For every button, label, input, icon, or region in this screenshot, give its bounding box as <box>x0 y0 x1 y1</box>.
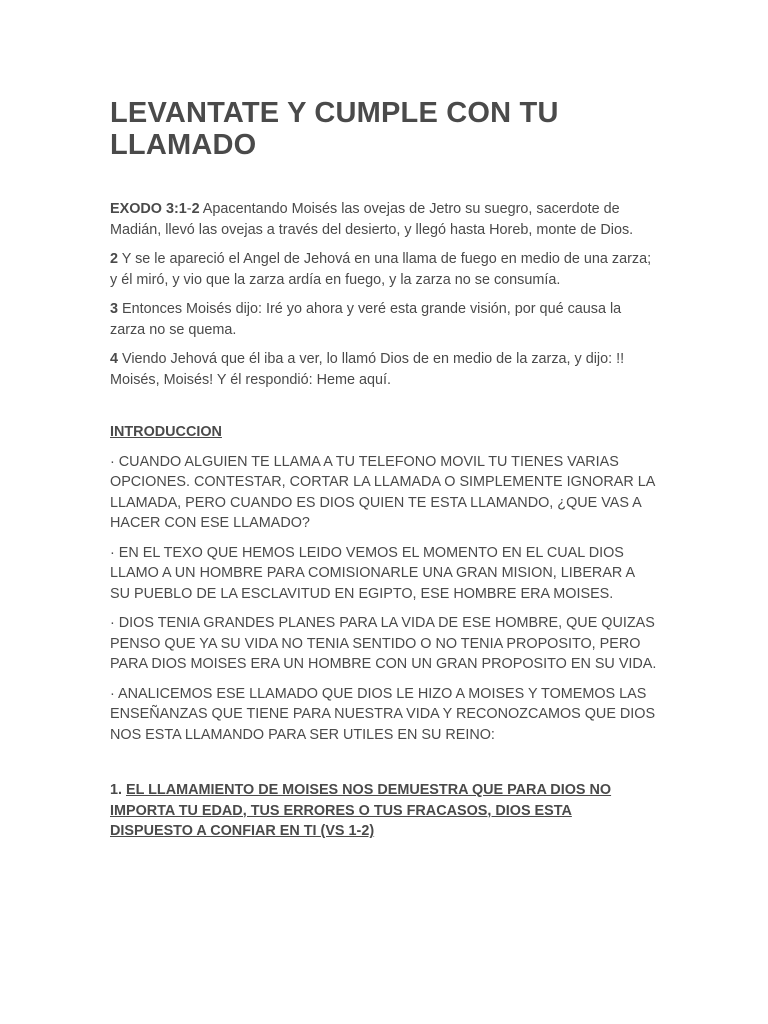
intro-paragraph-1: · CUANDO ALGUIEN TE LLAMA A TU TELEFONO MOVIL TU TIENES VARIAS OPCIONES. CONTESTAR, CORTAR LA LLAMADA O SIMPLEMENTE IGNORAR LA LLAMADA, PERO CUANDO ES DIOS QUIEN TE ESTA LLAMANDO, ¿QUE VAS A HACER CON ESE LLAMADO? <box>110 453 655 531</box>
verse-1-text: Apacentando Moisés las ovejas de Jetro su suegro, sacerdote de Madián, llevó las ovejas a través del desierto, y llegó hasta Horeb, monte de Dios. <box>110 201 634 238</box>
spacer <box>110 754 658 780</box>
intro-paragraph-4: · ANALICEMOS ESE LLAMADO QUE DIOS LE HIZO A MOISES Y TOMEMOS LAS ENSEÑANZAS QUE TIENE PARA NUESTRA VIDA Y RECONOZCAMOS QUE DIOS NOS ESTA LLAMANDO PARA SER UTILES EN SU REINO: <box>110 685 656 743</box>
verse-4-ref: 4 <box>110 351 119 367</box>
verse-4-text: Viendo Jehová que él iba a ver, lo llamó Dios de en medio de la zarza, y dijo: !! Moisés, Moisés! Y él respondió: Heme aquí. <box>110 351 625 388</box>
verse-3-ref: 3 <box>110 301 119 317</box>
intro-paragraph-3: · DIOS TENIA GRANDES PLANES PARA LA VIDA DE ESE HOMBRE, QUE QUIZAS PENSO QUE YA SU VIDA NO TENIA SENTIDO O NO TENIA PROPOSITO, PERO PARA DIOS MOISES ERA UN HOMBRE CON UN GRAN PROPOSITO EN SU VIDA. <box>110 615 657 672</box>
point-1-text: EL LLAMAMIENTO DE MOISES NOS DEMUESTRA QUE PARA DIOS NO IMPORTA TU EDAD, TUS ERRORES O TUS FRACASOS, DIOS ESTA DISPUESTO A CONFIAR EN TI (VS 1-2) <box>110 782 612 839</box>
verse-2-text: Y se le apareció el Angel de Jehová en una llama de fuego en medio de una zarza; y él miró, y vio que la zarza ardía en fuego, y la zarza no se consumía. <box>110 251 652 288</box>
verse-4 <box>110 349 658 390</box>
point-1-number: 1. <box>110 782 123 798</box>
intro-heading-text: INTRODUCCION <box>110 424 222 440</box>
document-page <box>110 97 658 851</box>
verse-2 <box>110 249 658 290</box>
verse-2-ref: 2 <box>110 251 119 267</box>
document-title: LEVANTATE Y CUMPLE CON TU LLAMADO <box>110 97 559 161</box>
verse-1-ref2: 2 <box>191 201 200 217</box>
verse-1-ref: EXODO 3:1 <box>110 201 187 217</box>
verse-3 <box>110 299 658 340</box>
intro-paragraph-2: · EN EL TEXO QUE HEMOS LEIDO VEMOS EL MOMENTO EN EL CUAL DIOS LLAMO A UN HOMBRE PARA COMISIONARLE UNA GRAN MISION, LIBERAR A SU PUEBLO DE LA ESCLAVITUD EN EGIPTO, ESE HOMBRE ERA MOISES. <box>110 544 635 602</box>
verse-1-sep: - <box>186 201 192 217</box>
verse-3-text: Entonces Moisés dijo: Iré yo ahora y veré esta grande visión, por qué causa la zarza no se quema. <box>110 301 622 338</box>
point-1 <box>110 780 658 842</box>
spacer <box>110 399 658 422</box>
verse-1 <box>110 199 658 240</box>
intro-heading <box>110 422 658 443</box>
